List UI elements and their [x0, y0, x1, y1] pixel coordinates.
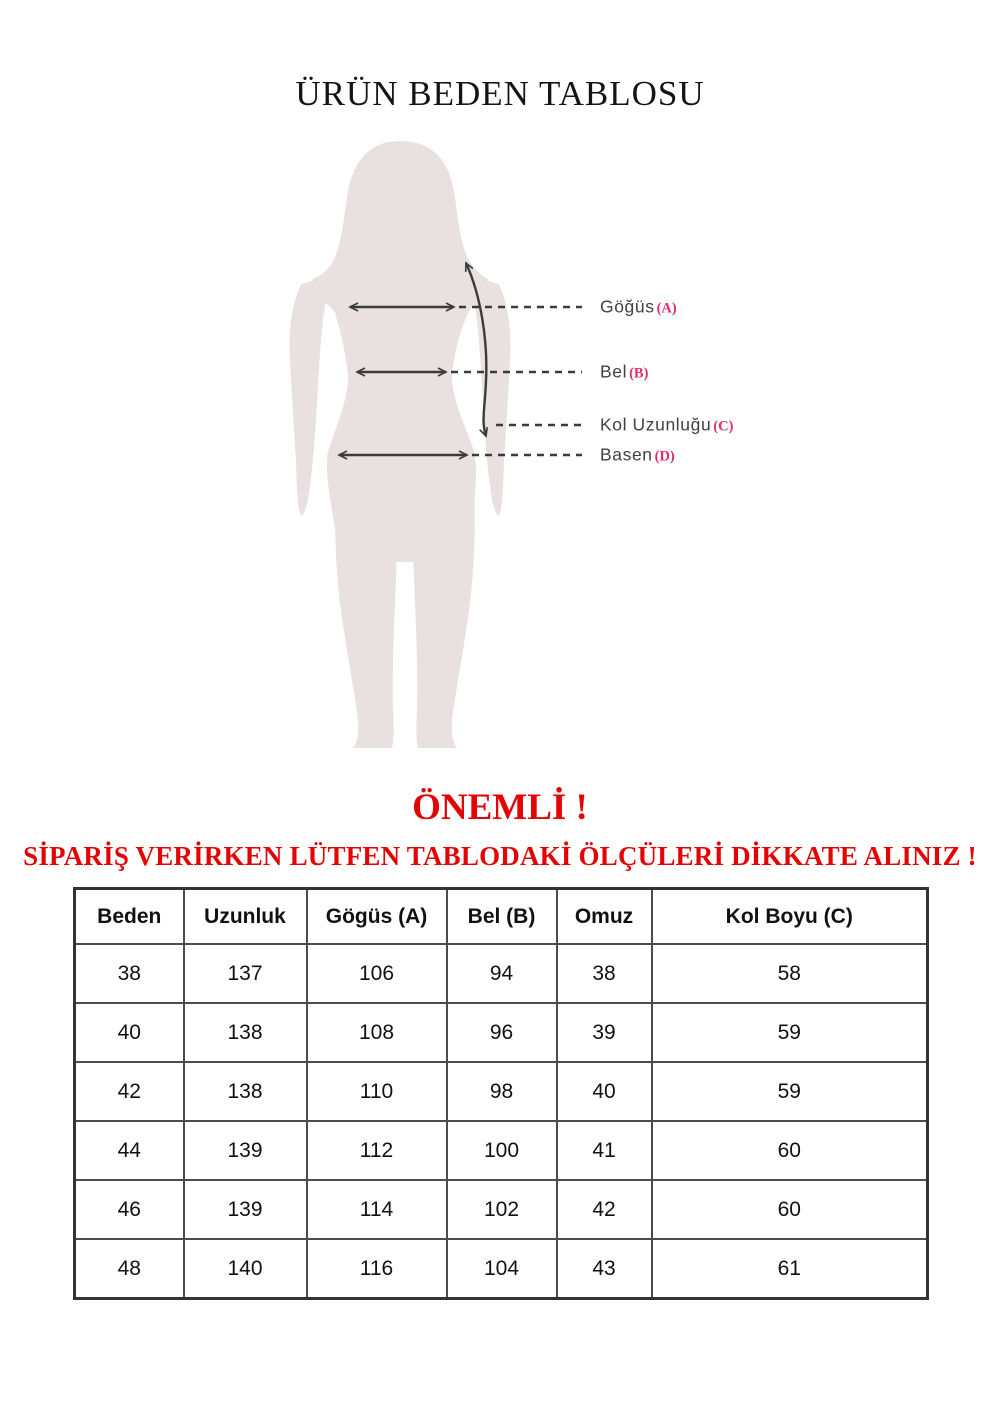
table-cell: 102	[447, 1180, 557, 1239]
table-cell: 116	[307, 1239, 447, 1299]
table-row	[75, 1003, 928, 1062]
table-cell: 139	[184, 1180, 307, 1239]
table-cell: 139	[184, 1121, 307, 1180]
chest-label	[600, 297, 677, 318]
table-cell: 61	[652, 1239, 928, 1299]
table-cell: 104	[447, 1239, 557, 1299]
header-omuz: Omuz	[557, 889, 652, 945]
silhouette-left-leg	[335, 468, 397, 748]
size-table-header-row	[75, 889, 928, 945]
table-row	[75, 1062, 928, 1121]
important-heading: ÖNEMLİ !	[412, 787, 588, 828]
table-cell: 40	[75, 1003, 184, 1062]
header-gogus: Gögüs (A)	[307, 889, 447, 945]
table-cell: 38	[75, 944, 184, 1003]
hip-label-letter: (D)	[654, 448, 675, 465]
arm-length-label-letter: (C)	[713, 418, 734, 435]
table-cell: 59	[652, 1003, 928, 1062]
table-cell: 46	[75, 1180, 184, 1239]
waist-label	[600, 362, 648, 383]
silhouette-right-leg	[413, 468, 475, 748]
hip-label-text: Basen	[600, 444, 653, 465]
chest-label-letter: (A)	[656, 300, 677, 317]
table-cell: 41	[557, 1121, 652, 1180]
table-cell: 110	[307, 1062, 447, 1121]
header-uzunluk: Uzunluk	[184, 889, 307, 945]
table-cell: 96	[447, 1003, 557, 1062]
table-cell: 39	[557, 1003, 652, 1062]
table-row	[75, 1180, 928, 1239]
silhouette-hair-head	[311, 141, 489, 280]
table-cell: 42	[75, 1062, 184, 1121]
warning-text: SİPARİŞ VERİRKEN LÜTFEN TABLODAKİ ÖLÇÜLERİ DİKKATE ALINIZ !	[23, 841, 977, 871]
body-silhouette-drawing	[0, 130, 1000, 770]
header-beden: Beden	[75, 889, 184, 945]
table-row	[75, 1121, 928, 1180]
table-cell: 38	[557, 944, 652, 1003]
table-cell: 106	[307, 944, 447, 1003]
table-cell: 48	[75, 1239, 184, 1299]
waist-label-text: Bel	[600, 361, 628, 382]
table-cell: 137	[184, 944, 307, 1003]
measurement-diagram	[0, 130, 1000, 770]
table-cell: 44	[75, 1121, 184, 1180]
table-cell: 60	[652, 1121, 928, 1180]
table-cell: 100	[447, 1121, 557, 1180]
hip-label	[600, 445, 675, 466]
page-title: ÜRÜN BEDEN TABLOSU	[295, 74, 705, 113]
table-cell: 40	[557, 1062, 652, 1121]
table-cell: 114	[307, 1180, 447, 1239]
arm-length-label	[600, 415, 733, 436]
chest-label-text: Göğüs	[600, 296, 655, 317]
table-cell: 138	[184, 1062, 307, 1121]
size-table	[73, 887, 929, 1300]
table-row	[75, 944, 928, 1003]
arm-length-label-text: Kol Uzunluğu	[600, 414, 712, 435]
table-cell: 94	[447, 944, 557, 1003]
waist-label-letter: (B)	[629, 365, 649, 382]
table-cell: 98	[447, 1062, 557, 1121]
table-cell: 59	[652, 1062, 928, 1121]
table-cell: 140	[184, 1239, 307, 1299]
table-cell: 108	[307, 1003, 447, 1062]
header-bel: Bel (B)	[447, 889, 557, 945]
table-cell: 43	[557, 1239, 652, 1299]
table-cell: 138	[184, 1003, 307, 1062]
table-cell: 60	[652, 1180, 928, 1239]
table-cell: 42	[557, 1180, 652, 1239]
table-cell: 58	[652, 944, 928, 1003]
header-kol-boyu: Kol Boyu (C)	[652, 889, 928, 945]
silhouette-right-arm	[474, 283, 511, 516]
table-cell: 112	[307, 1121, 447, 1180]
silhouette-left-arm	[290, 283, 327, 516]
table-row	[75, 1239, 928, 1299]
